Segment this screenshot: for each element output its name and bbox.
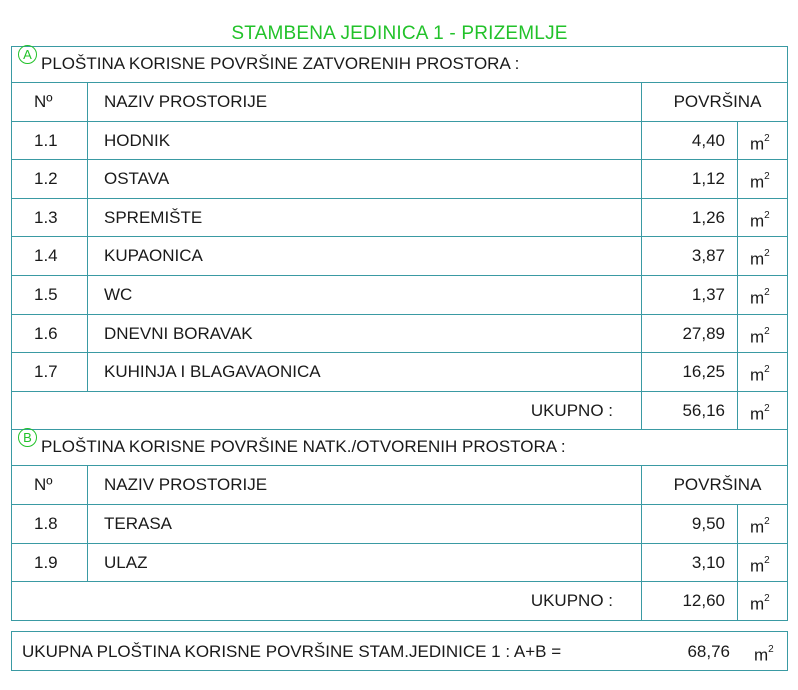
room-name: KUHINJA I BLAGAVAONICA (88, 353, 642, 391)
table-row (12, 353, 787, 392)
room-name: KUPAONICA (88, 237, 642, 275)
unit-label: $m^2$ (750, 132, 770, 154)
table-row (12, 315, 787, 354)
section-b-total-value: 12,60 (642, 582, 738, 620)
table-title: STAMBENA JEDINICA 1 - PRIZEMLJE (231, 23, 568, 44)
room-number: 1.3 (12, 199, 88, 237)
section-a-total-value: 56,16 (642, 392, 738, 430)
table-row (12, 505, 787, 544)
header-area: POVRŠINA (673, 92, 762, 111)
header-name: NAZIV PROSTORIJE (88, 466, 642, 504)
room-area: 1,37 (642, 276, 738, 314)
header-name: NAZIV PROSTORIJE (88, 83, 642, 121)
room-name: TERASA (88, 505, 642, 543)
header-no: Nº (12, 83, 88, 121)
room-number: 1.6 (12, 315, 88, 353)
room-area: 16,25 (642, 353, 738, 391)
room-area: 3,87 (642, 237, 738, 275)
room-number: 1.4 (12, 237, 88, 275)
section-a-header-row (12, 83, 787, 122)
table-row (12, 122, 787, 161)
room-name: HODNIK (88, 122, 642, 160)
section-b-title: PLOŠTINA KORISNE POVRŠINE NATK./OTVORENIH PROSTORA : (41, 437, 566, 457)
unit-label: $m^2$ (750, 171, 770, 192)
grand-total-row (11, 631, 788, 671)
unit-label: $m^2$ (750, 209, 770, 231)
room-number: 1.9 (12, 544, 88, 582)
room-area: 1,26 (642, 199, 738, 237)
table-row (12, 160, 787, 199)
area-table-sheet (11, 21, 788, 671)
room-area: 27,89 (642, 315, 738, 353)
header-no: Nº (12, 466, 88, 504)
section-a-marker: A (18, 45, 37, 64)
room-area: 3,10 (642, 544, 738, 582)
room-number: 1.5 (12, 276, 88, 314)
table-row (12, 237, 787, 276)
unit-label: $m^2$ (750, 593, 770, 614)
table-row (12, 544, 787, 583)
unit-label: $m^2$ (750, 402, 770, 424)
room-number: 1.1 (12, 122, 88, 160)
section-b-total-label: UKUPNO : (12, 582, 642, 620)
room-name: OSTAVA (88, 160, 642, 198)
section-b-total-row (12, 582, 787, 621)
room-number: 1.7 (12, 353, 88, 391)
unit-label: $m^2$ (750, 364, 770, 385)
section-b-heading (12, 430, 787, 466)
unit-label: $m^2$ (754, 643, 774, 665)
section-a-total-label: UKUPNO : (12, 392, 642, 430)
section-a-heading (12, 47, 787, 83)
room-number: 1.8 (12, 505, 88, 543)
unit-label: $m^2$ (750, 286, 770, 308)
header-area: POVRŠINA (673, 475, 762, 495)
section-b-marker: B (18, 428, 37, 447)
grand-total-value: 68,76 (687, 641, 730, 661)
table-row (12, 276, 787, 315)
section-a-title: PLOŠTINA KORISNE POVRŠINE ZATVORENIH PROSTORA : (41, 54, 520, 73)
table-row (12, 199, 787, 238)
grand-total-label: UKUPNA PLOŠTINA KORISNE POVRŠINE STAM.JEDINICE 1 : A+B = (22, 641, 562, 661)
room-area: 4,40 (642, 122, 738, 160)
room-number: 1.2 (12, 160, 88, 198)
room-area: 9,50 (642, 505, 738, 543)
room-name: ULAZ (88, 544, 642, 582)
section-b-header-row (12, 466, 787, 505)
area-table (11, 46, 788, 621)
section-a-total-row (12, 392, 787, 431)
unit-label: $m^2$ (750, 325, 770, 347)
room-name: WC (88, 276, 642, 314)
room-name: DNEVNI BORAVAK (88, 315, 642, 353)
room-area: 1,12 (642, 160, 738, 198)
unit-label: $m^2$ (750, 515, 770, 537)
room-name: SPREMIŠTE (88, 199, 642, 237)
unit-label: $m^2$ (750, 554, 770, 576)
unit-label: $m^2$ (750, 248, 770, 270)
